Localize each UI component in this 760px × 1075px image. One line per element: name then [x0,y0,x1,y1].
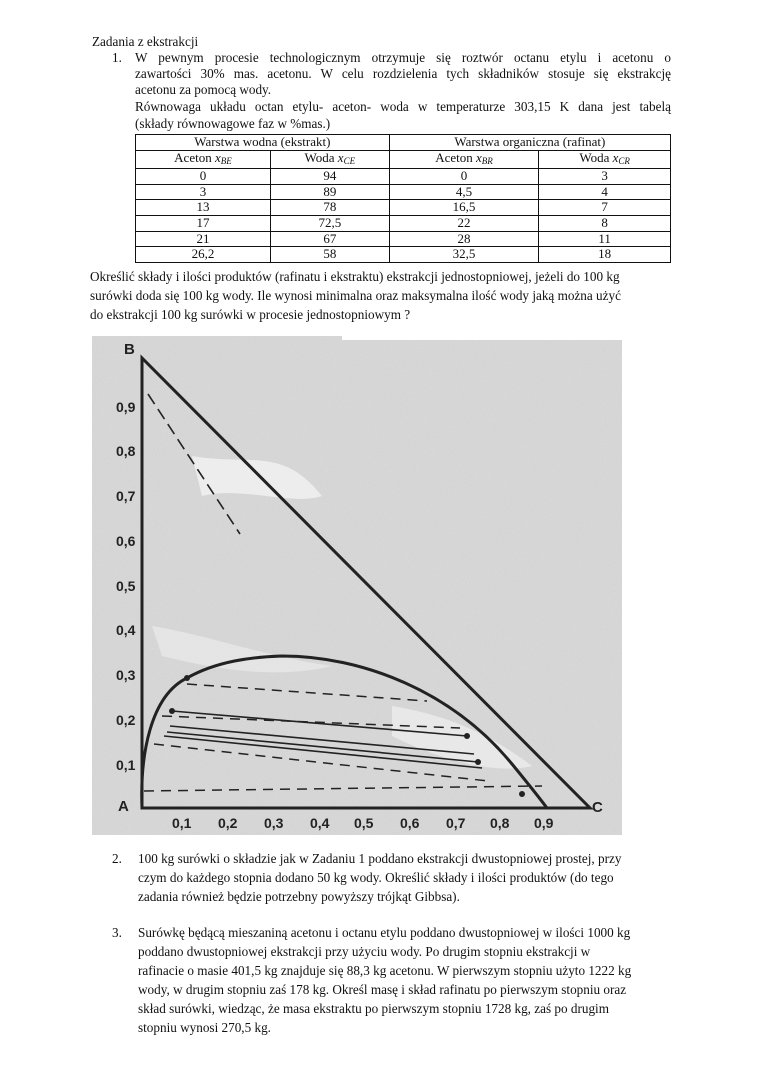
table-cell: 78 [270,200,389,216]
table-cell: 32,5 [389,247,539,263]
x-tick-label: 0,1 [172,815,192,831]
x-tick-label: 0,2 [218,815,238,831]
x-tick-label: 0,8 [490,815,510,831]
equilibrium-point [184,675,190,681]
y-tick-label: 0,1 [116,757,136,773]
task-1-line: W pewnym procesie technologicznym otrzymuje się roztwór octanu etylu i acetonu o [135,50,671,65]
column-header: Aceton $x_{BE}$ [136,150,271,169]
table-cell: 72,5 [270,215,389,231]
table-cell: 7 [539,200,671,216]
table-cell: 17 [136,215,271,231]
x-tick-label: 0,7 [446,815,466,831]
table-cell: 4 [539,184,671,200]
corner-label-a: A [118,798,129,815]
y-tick-label: 0,8 [116,443,136,459]
equilibrium-table [135,134,671,263]
table-cell: 4,5 [389,184,539,200]
table-cell: 67 [270,231,389,247]
equilibrium-point [519,791,525,797]
y-tick-label: 0,5 [116,578,136,594]
table-row [136,247,671,263]
group-header-raffinate: Warstwa organiczna (rafinat) [389,135,670,151]
table-cell: 8 [539,215,671,231]
task-3-line: rafinacie o masie 401,5 kg znajduje się 88,3 kg acetonu. W pierwszym stopniu użyto 1222 kg [138,963,632,978]
table-cell: 89 [270,184,389,200]
table-cell: 18 [539,247,671,263]
task-2-line: 100 kg surówki o składzie jak w Zadaniu 1 poddano ekstrakcji dwustopniowej prostej, przy [138,851,622,866]
x-tick-label: 0,3 [264,815,284,831]
task-3-line: stopniu wynosi 270,5 kg. [138,1020,271,1035]
x-tick-label: 0,5 [354,815,374,831]
task-1-question-line: surówki doda się 100 kg wody. Ile wynosi minimalna oraz maksymalna ilość wody jaką można użyć [90,288,621,303]
task-3-line: poddano dwustopniowej ekstrakcji przy użyciu wody. Po drugim stopniu ekstrakcji w [138,944,591,959]
x-tick-label: 0,6 [400,815,420,831]
table-cell: 3 [136,184,271,200]
y-tick-label: 0,9 [116,399,136,415]
column-header: Aceton $x_{BR}$ [389,150,539,169]
task-1-question-line: Określić składy i ilości produktów (rafinatu i ekstraktu) ekstrakcji jednostopniowej, jeżeli do 100 kg [90,269,620,284]
task-2-line: zadania również będzie potrzebny powyższy trójkąt Gibbsa). [138,889,460,904]
column-header: Woda $x_{CE}$ [270,150,389,169]
equilibrium-point [169,708,175,714]
table-cell: 0 [389,169,539,185]
group-header-extract: Warstwa wodna (ekstrakt) [136,135,390,151]
y-tick-label: 0,7 [116,488,136,504]
page-title: Zadania z ekstrakcji [92,34,199,49]
table-row [136,231,671,247]
equilibrium-point [475,759,481,765]
task-2-line: czym do każdego stopnia dodano 50 kg wody. Określić składy i ilości produktów (do tego [138,870,614,885]
task-1-line: Równowaga układu octan etylu- aceton- woda w temperaturze 303,15 K dana jest tabelą [135,99,671,114]
y-tick-label: 0,3 [116,667,136,683]
table-cell: 58 [270,247,389,263]
table-cell: 3 [539,169,671,185]
table-cell: 13 [136,200,271,216]
task-3-line: skład surówki, wiedząc, że masa ekstraktu po pierwszym stopniu 1728 kg, zaś po drugim [138,1001,609,1016]
x-tick-label: 0,4 [310,815,330,831]
equilibrium-point [464,733,470,739]
table-cell: 0 [136,169,271,185]
task-3-line: Surówkę będącą mieszaniną acetonu i octanu etylu poddano dwustopniowej w ilości 1000 kg [138,925,631,940]
corner-label-c: C [592,799,603,816]
y-tick-label: 0,2 [116,712,136,728]
y-tick-label: 0,4 [116,622,136,638]
column-header: Woda $x_{CR}$ [539,150,671,169]
table-cell: 16,5 [389,200,539,216]
task-2-number: 2. [112,851,122,866]
y-tick-label: 0,6 [116,533,136,549]
table-row [136,184,671,200]
x-tick-label: 0,9 [534,815,554,831]
table-cell: 21 [136,231,271,247]
table-group-header-row [136,135,671,151]
task-1-number: 1. [112,50,122,65]
task-1-line: (składy równowagowe faz w %mas.) [135,116,331,131]
table-row [136,200,671,216]
table-row [136,215,671,231]
corner-label-b: B [124,341,135,358]
table-cell: 11 [539,231,671,247]
table-row [136,169,671,185]
table-cell: 22 [389,215,539,231]
table-cell: 94 [270,169,389,185]
task-3-number: 3. [112,925,122,940]
table-cell: 28 [389,231,539,247]
gibbs-triangle-figure [92,336,622,835]
task-1-line: acetonu za pomocą wody. [135,82,272,97]
task-3-line: wody, w drugim stopniu zaś 178 kg. Określ masę i skład rafinatu po pierwszym stopniu oraz [138,982,627,997]
table-cell: 26,2 [136,247,271,263]
task-1-question-line: do ekstrakcji 100 kg surówki w procesie jednostopniowym ? [90,307,411,322]
task-1-line: zawartości 30% mas. acetonu. W celu rozdzielenia tych składników stosuje się ekstrakcję [135,66,671,81]
table-column-header-row [136,150,671,169]
